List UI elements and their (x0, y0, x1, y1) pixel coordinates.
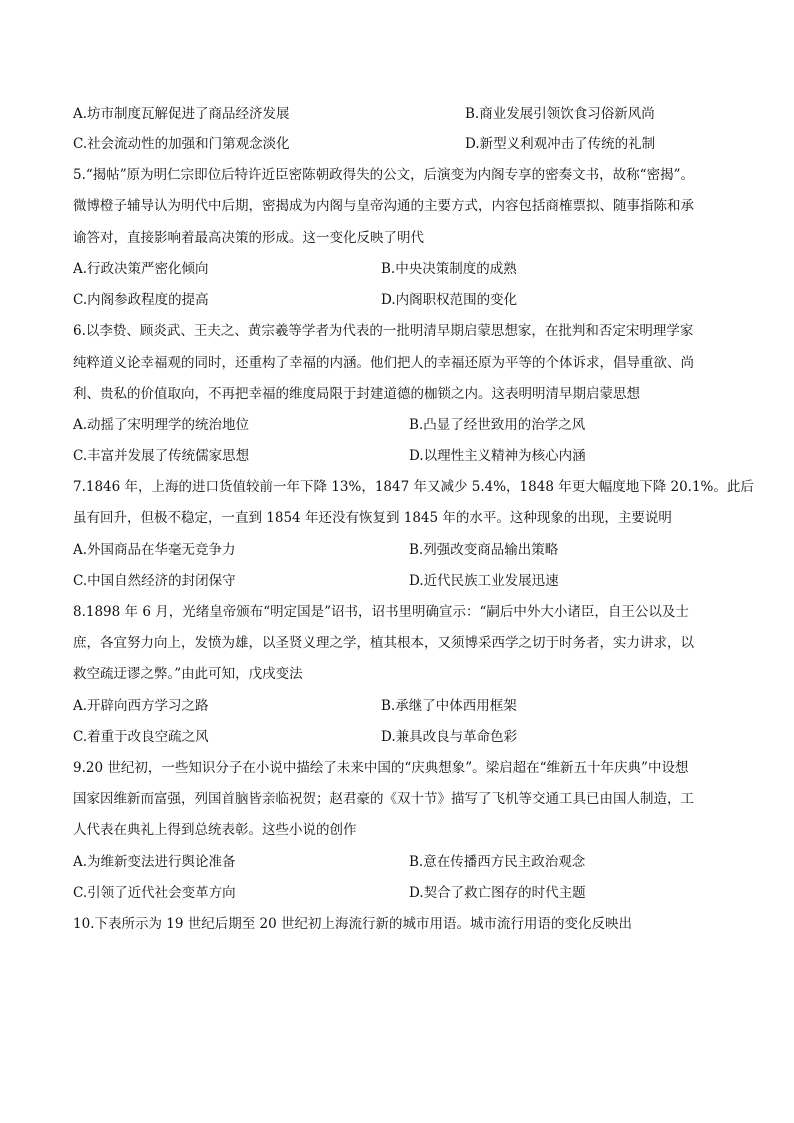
q8-stem-line-3: 救空疏迂谬之弊。”由此可知，戊戌变法 (73, 666, 303, 682)
q10-stem-line-1: 10.下表所示为 19 世纪后期至 20 世纪初上海流行新的城市用语。城市流行用语的变化反映出 (73, 916, 632, 932)
q9-option-b: B.意在传播西方民主政治观念 (409, 854, 586, 870)
q8-stem-line-2: 庶，各宜努力向上，发愤为雄，以圣贤义理之学，植其根本，又须博采西学之切于时务者，实力讲求，以 (73, 635, 694, 651)
q4-option-d: D.新型义利观冲击了传统的礼制 (465, 136, 656, 152)
q7-option-c: C.中国自然经济的封闭保守 (73, 573, 236, 589)
q7-stem-line-2: 虽有回升，但极不稳定，一直到 1854 年还没有恢复到 1845 年的水平。这种现象的出现，主要说明 (73, 510, 672, 526)
q6-stem-line-2: 纯粹道义论幸福观的同时，还重构了幸福的内涵。他们把人的幸福还原为平等的个体诉求，倡导重欲、尚 (73, 355, 694, 371)
q7-option-a: A.外国商品在华毫无竞争力 (73, 542, 236, 558)
q9-stem-line-2: 国家因维新而富强，列国首脑皆亲临祝贺；赵君豪的《双十节》描写了飞机等交通工具已由国人制造，工 (73, 791, 694, 807)
q9-option-a: A.为维新变法进行舆论准备 (73, 854, 236, 870)
q7-option-d: D.近代民族工业发展迅速 (409, 573, 559, 589)
q8-option-d: D.兼具改良与革命色彩 (381, 729, 518, 745)
q9-option-c: C.引领了近代社会变革方向 (73, 885, 236, 901)
q4-option-a: A.坊市制度瓦解促进了商品经济发展 (73, 106, 290, 122)
q6-stem-line-3: 利、贵私的价值取向，不再把幸福的维度局限于封建道德的枷锁之内。这表明明清早期启蒙思想 (73, 386, 640, 402)
q5-option-d: D.内阁职权范围的变化 (381, 292, 518, 308)
q5-stem-line-3: 谕答对，直接影响着最高决策的形成。这一变化反映了明代 (73, 230, 424, 246)
q6-option-a: A.动摇了宋明理学的统治地位 (73, 417, 250, 433)
q5-stem-line-1: 5.“揭帖”原为明仁宗即位后特许近臣密陈朝政得失的公文，后演变为内阁专享的密奏文书，故称“密揭”。 (73, 167, 694, 183)
q7-stem-line-1: 7.1846 年，上海的进口货值较前一年下降 13%，1847 年又减少 5.4%，1848 年更大幅度地下降 20.1%。此后 (73, 479, 754, 495)
q8-option-c: C.着重于改良空疏之风 (73, 729, 209, 745)
q5-option-b: B.中央决策制度的成熟 (381, 261, 517, 277)
q6-option-c: C.丰富并发展了传统儒家思想 (73, 448, 250, 464)
q9-stem-line-3: 人代表在典礼上得到总统表彰。这些小说的创作 (73, 822, 357, 838)
q5-option-a: A.行政决策严密化倾向 (73, 261, 209, 277)
q9-option-d: D.契合了救亡图存的时代主题 (409, 885, 586, 901)
q6-stem-line-1: 6.以李贽、顾炎武、王夫之、黄宗羲等学者为代表的一批明清早期启蒙思想家，在批判和否定宋明理学家 (73, 323, 694, 339)
q6-option-d: D.以理性主义精神为核心内涵 (409, 448, 586, 464)
q7-option-b: B.列强改变商品输出策略 (409, 542, 559, 558)
q5-option-c: C.内阁参政程度的提高 (73, 292, 209, 308)
q8-option-a: A.开辟向西方学习之路 (73, 698, 209, 714)
q6-option-b: B.凸显了经世致用的治学之风 (409, 417, 586, 433)
q4-option-c: C.社会流动性的加强和门第观念淡化 (73, 136, 290, 152)
q4-option-b: B.商业发展引领饮食习俗新风尚 (465, 106, 655, 122)
q8-stem-line-1: 8.1898 年 6 月，光绪皇帝颁布“明定国是”诏书，诏书里明确宣示：“嗣后中外大小诸臣，自王公以及士 (73, 604, 689, 620)
q9-stem-line-1: 9.20 世纪初，一些知识分子在小说中描绘了未来中国的“庆典想象”。梁启超在“维新五十年庆典”中设想 (73, 760, 689, 776)
q5-stem-line-2: 微博橙子辅导认为明代中后期，密揭成为内阁与皇帝沟通的主要方式，内容包括商榷票拟、随事指陈和承 (73, 198, 694, 214)
q8-option-b: B.承继了中体西用框架 (381, 698, 517, 714)
